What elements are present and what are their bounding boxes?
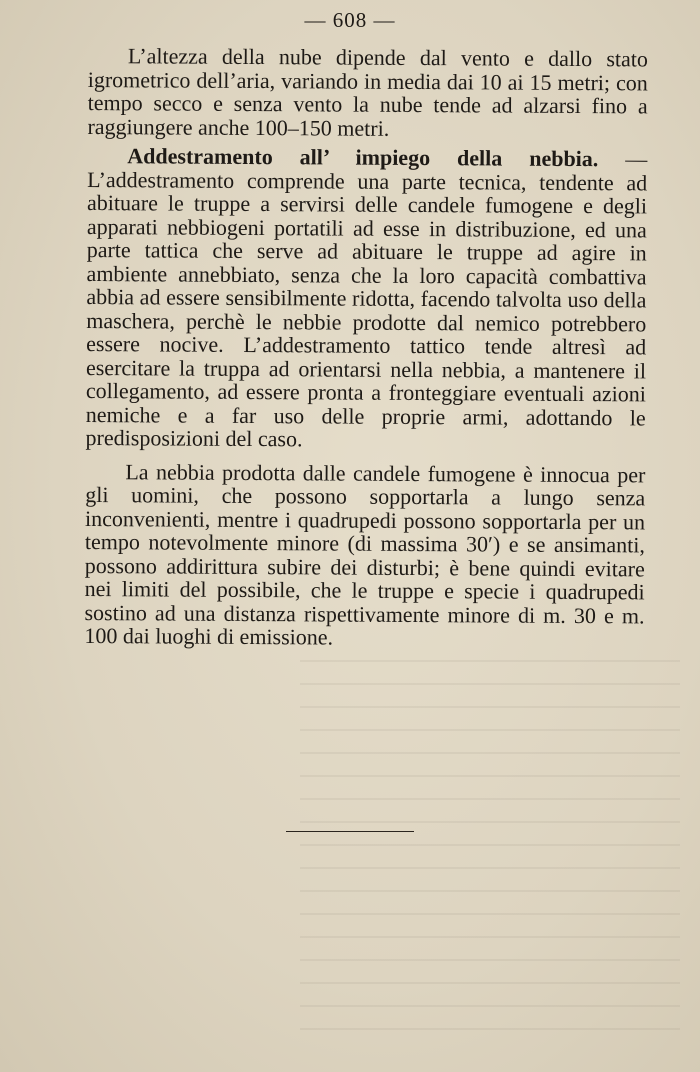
- heading-dash: —: [598, 146, 648, 172]
- end-rule: [286, 831, 414, 832]
- paragraph-training: [86, 144, 648, 453]
- page-number: — 608 —: [304, 8, 396, 32]
- paragraph-training-body: L’addestramento comprende una parte tecnica, tendente ad abituare le truppe a servirsi delle candele fumogene e degli apparati nebbiogeni portatili ad esse in distribuzione, ed una parte tattica che serve ad abituare le truppe ad agire in ambiente annebbiato, senza che la loro capacità combattiva abbia ad essere sensibilmente ridotta, facendo talvolta uso della maschera, perchè le nebbie prodotte dal nemico potrebbero essere nocive. L’addestramento tattico tende altresì ad esercitare la truppa ad orientarsi nella nebbia, a mantenere il collegamento, ad essere pronta a fronteggiare eventuali azioni nemiche e a far uso delle proprie armi, adottando le predisposizioni del caso.: [85, 166, 648, 452]
- show-through-texture: [300, 660, 680, 1050]
- paragraph-cloud-height: L’altezza della nube dipende dal vento e dallo stato igrometrico dell’aria, variando in media dai 10 ai 15 metri; con tempo secco e senza vento la nube tende ad alzarsi fino a raggiungere anche 100–150 metri.: [87, 43, 648, 141]
- paragraph-fog-effects: La nebbia prodotta dalle candele fumogene è innocua per gli uomini, che possono sopportarla a lungo senza inconvenienti, mentre i quadrupedi possono sopportarla per un tempo notevolmente minore (di massima 30′) e se ansimanti, possono addirittura subire dei disturbi; è bene quindi evitare nei limiti del possibile, che le truppe e specie i quadrupedi sostino ad una distanza rispettivamente minore di m. 30 e m. 100 dai luoghi di emissione.: [84, 458, 646, 650]
- section-heading: Addestramento all’ impiego della nebbia.: [127, 143, 599, 172]
- body-text: [84, 44, 648, 651]
